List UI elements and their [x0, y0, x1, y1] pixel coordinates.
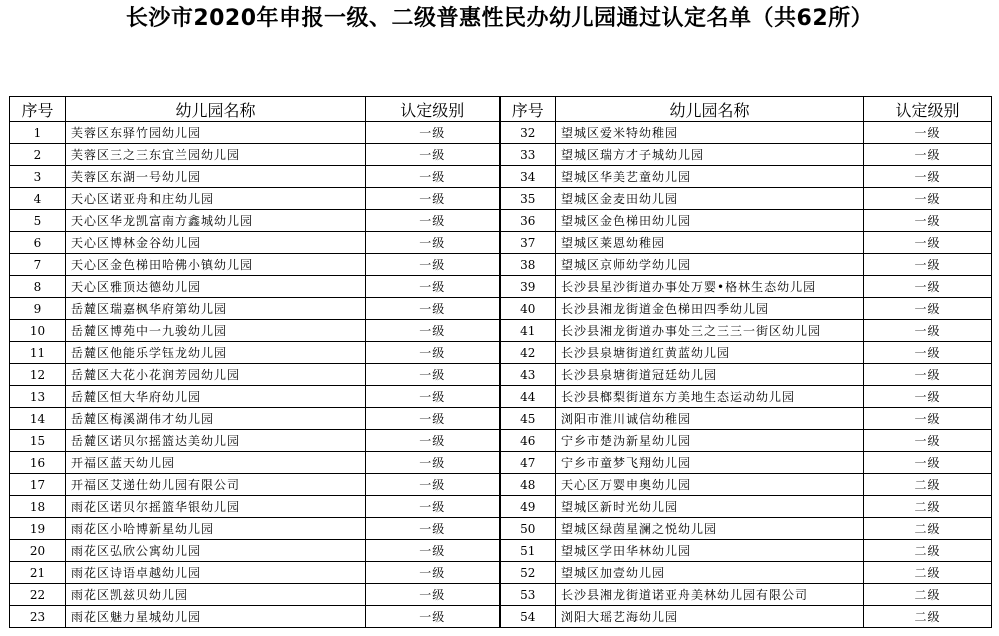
- cell-seq-left: 1: [10, 122, 66, 144]
- cell-seq-right: 40: [500, 298, 556, 320]
- cell-seq-left: 14: [10, 408, 66, 430]
- cell-seq-right: 43: [500, 364, 556, 386]
- cell-level-left: 一级: [366, 342, 500, 364]
- table-row: [10, 408, 992, 430]
- cell-seq-right: 35: [500, 188, 556, 210]
- table-row: [10, 342, 992, 364]
- cell-level-right: 一级: [864, 232, 992, 254]
- cell-level-left: 一级: [366, 254, 500, 276]
- cell-level-left: 一级: [366, 298, 500, 320]
- cell-level-left: 一级: [366, 496, 500, 518]
- cell-name-right: 望城区学田华林幼儿园: [556, 540, 864, 562]
- cell-name-right: 望城区爱米特幼稚园: [556, 122, 864, 144]
- table-row: [10, 518, 992, 540]
- cell-name-left: 岳麓区他能乐学钰龙幼儿园: [66, 342, 366, 364]
- cell-seq-right: 50: [500, 518, 556, 540]
- cell-level-right: 二级: [864, 540, 992, 562]
- cell-seq-right: 46: [500, 430, 556, 452]
- cell-name-left: 开福区艾递仕幼儿园有限公司: [66, 474, 366, 496]
- cell-name-left: 雨花区诺贝尔摇篮华银幼儿园: [66, 496, 366, 518]
- cell-name-right: 宁乡市童梦飞翔幼儿园: [556, 452, 864, 474]
- cell-name-left: 岳麓区诺贝尔摇篮达美幼儿园: [66, 430, 366, 452]
- cell-level-right: 二级: [864, 584, 992, 606]
- cell-level-left: 一级: [366, 584, 500, 606]
- cell-level-left: 一级: [366, 320, 500, 342]
- cell-name-right: 长沙县湘龙街道金色梯田四季幼儿园: [556, 298, 864, 320]
- table-row: [10, 584, 992, 606]
- cell-level-right: 二级: [864, 606, 992, 628]
- table-row: [10, 562, 992, 584]
- cell-name-right: 长沙县泉塘街道红黄蓝幼儿园: [556, 342, 864, 364]
- cell-name-left: 雨花区弘欣公寓幼儿园: [66, 540, 366, 562]
- cell-seq-left: 11: [10, 342, 66, 364]
- cell-seq-right: 33: [500, 144, 556, 166]
- cell-seq-left: 10: [10, 320, 66, 342]
- table-row: [10, 144, 992, 166]
- cell-name-left: 天心区诺亚舟和庄幼儿园: [66, 188, 366, 210]
- cell-seq-right: 42: [500, 342, 556, 364]
- cell-name-left: 雨花区凯兹贝幼儿园: [66, 584, 366, 606]
- cell-level-left: 一级: [366, 474, 500, 496]
- cell-seq-right: 47: [500, 452, 556, 474]
- cell-name-right: 长沙县星沙街道办事处万婴•格林生态幼儿园: [556, 276, 864, 298]
- cell-name-right: 望城区京师幼学幼儿园: [556, 254, 864, 276]
- cell-name-right: 望城区华美艺童幼儿园: [556, 166, 864, 188]
- cell-name-left: 岳麓区博苑中一九骏幼儿园: [66, 320, 366, 342]
- cell-seq-right: 54: [500, 606, 556, 628]
- cell-name-left: 雨花区魅力星城幼儿园: [66, 606, 366, 628]
- cell-seq-right: 45: [500, 408, 556, 430]
- cell-level-right: 一级: [864, 430, 992, 452]
- cell-name-right: 长沙县榔梨街道东方美地生态运动幼儿园: [556, 386, 864, 408]
- cell-seq-left: 12: [10, 364, 66, 386]
- cell-level-left: 一级: [366, 364, 500, 386]
- cell-name-left: 岳麓区大花小花润芳园幼儿园: [66, 364, 366, 386]
- cell-seq-right: 41: [500, 320, 556, 342]
- cell-level-left: 一级: [366, 606, 500, 628]
- cell-name-left: 岳麓区梅溪湖伟才幼儿园: [66, 408, 366, 430]
- cell-name-right: 长沙县泉塘街道冠廷幼儿园: [556, 364, 864, 386]
- cell-level-left: 一级: [366, 276, 500, 298]
- cell-seq-left: 22: [10, 584, 66, 606]
- cell-seq-left: 23: [10, 606, 66, 628]
- cell-level-left: 一级: [366, 562, 500, 584]
- cell-name-left: 开福区蓝天幼儿园: [66, 452, 366, 474]
- cell-level-right: 二级: [864, 518, 992, 540]
- cell-seq-left: 20: [10, 540, 66, 562]
- cell-level-right: 一级: [864, 298, 992, 320]
- table-header-row: [10, 97, 992, 122]
- cell-level-left: 一级: [366, 232, 500, 254]
- cell-name-right: 长沙县湘龙街道办事处三之三三一街区幼儿园: [556, 320, 864, 342]
- cell-level-left: 一级: [366, 430, 500, 452]
- cell-level-left: 一级: [366, 452, 500, 474]
- cell-seq-right: 49: [500, 496, 556, 518]
- table-row: [10, 474, 992, 496]
- cell-name-right: 宁乡市楚沩新星幼儿园: [556, 430, 864, 452]
- cell-level-right: 一级: [864, 386, 992, 408]
- table-row: [10, 188, 992, 210]
- cell-seq-right: 53: [500, 584, 556, 606]
- cell-seq-right: 39: [500, 276, 556, 298]
- cell-seq-left: 5: [10, 210, 66, 232]
- cell-name-right: 天心区万婴申奥幼儿园: [556, 474, 864, 496]
- header-name-right: 幼儿园名称: [556, 97, 864, 122]
- table-row: [10, 320, 992, 342]
- cell-seq-left: 7: [10, 254, 66, 276]
- table-row: [10, 540, 992, 562]
- table-row: [10, 364, 992, 386]
- cell-level-right: 一级: [864, 364, 992, 386]
- table-row: [10, 276, 992, 298]
- cell-level-right: 一级: [864, 188, 992, 210]
- cell-name-right: 望城区莱恩幼稚园: [556, 232, 864, 254]
- cell-level-left: 一级: [366, 188, 500, 210]
- table-row: [10, 298, 992, 320]
- cell-name-left: 芙蓉区三之三东宜兰园幼儿园: [66, 144, 366, 166]
- cell-name-right: 浏阳市淮川诚信幼稚园: [556, 408, 864, 430]
- cell-level-right: 一级: [864, 408, 992, 430]
- cell-seq-left: 4: [10, 188, 66, 210]
- table-row: [10, 496, 992, 518]
- table-row: [10, 210, 992, 232]
- cell-name-left: 雨花区诗语卓越幼儿园: [66, 562, 366, 584]
- header-level-right: 认定级别: [864, 97, 992, 122]
- cell-level-left: 一级: [366, 408, 500, 430]
- cell-seq-right: 32: [500, 122, 556, 144]
- cell-seq-right: 51: [500, 540, 556, 562]
- cell-name-left: 天心区博林金谷幼儿园: [66, 232, 366, 254]
- cell-name-left: 天心区华龙凯富南方鑫城幼儿园: [66, 210, 366, 232]
- cell-seq-left: 18: [10, 496, 66, 518]
- cell-seq-right: 34: [500, 166, 556, 188]
- cell-level-left: 一级: [366, 210, 500, 232]
- cell-name-left: 岳麓区恒大华府幼儿园: [66, 386, 366, 408]
- table-row: [10, 166, 992, 188]
- cell-seq-left: 15: [10, 430, 66, 452]
- header-seq-right: 序号: [500, 97, 556, 122]
- cell-seq-right: 44: [500, 386, 556, 408]
- cell-seq-left: 6: [10, 232, 66, 254]
- cell-seq-left: 17: [10, 474, 66, 496]
- cell-level-left: 一级: [366, 518, 500, 540]
- cell-name-right: 望城区绿茵星澜之悦幼儿园: [556, 518, 864, 540]
- header-name-left: 幼儿园名称: [66, 97, 366, 122]
- cell-seq-left: 3: [10, 166, 66, 188]
- cell-seq-left: 9: [10, 298, 66, 320]
- cell-name-right: 望城区新时光幼儿园: [556, 496, 864, 518]
- cell-name-right: 望城区金麦田幼儿园: [556, 188, 864, 210]
- cell-seq-right: 48: [500, 474, 556, 496]
- cell-seq-left: 21: [10, 562, 66, 584]
- cell-level-right: 一级: [864, 144, 992, 166]
- cell-level-right: 一级: [864, 210, 992, 232]
- cell-level-right: 一级: [864, 122, 992, 144]
- cell-seq-left: 13: [10, 386, 66, 408]
- cell-name-left: 岳麓区瑞嘉枫华府第幼儿园: [66, 298, 366, 320]
- header-seq-left: 序号: [10, 97, 66, 122]
- cell-seq-left: 2: [10, 144, 66, 166]
- cell-name-left: 天心区雅顶达德幼儿园: [66, 276, 366, 298]
- table-row: [10, 430, 992, 452]
- cell-level-left: 一级: [366, 122, 500, 144]
- cell-level-right: 二级: [864, 562, 992, 584]
- cell-level-left: 一级: [366, 386, 500, 408]
- cell-name-left: 芙蓉区东驿竹园幼儿园: [66, 122, 366, 144]
- cell-level-left: 一级: [366, 166, 500, 188]
- table-row: [10, 254, 992, 276]
- cell-level-left: 一级: [366, 144, 500, 166]
- cell-level-right: 一级: [864, 342, 992, 364]
- cell-seq-left: 19: [10, 518, 66, 540]
- cell-name-right: 浏阳大瑶艺海幼儿园: [556, 606, 864, 628]
- kindergarten-list-table: [9, 96, 992, 628]
- cell-name-left: 天心区金色梯田哈佛小镇幼儿园: [66, 254, 366, 276]
- cell-name-right: 望城区加壹幼儿园: [556, 562, 864, 584]
- cell-level-left: 一级: [366, 540, 500, 562]
- cell-level-right: 一级: [864, 166, 992, 188]
- table-row: [10, 122, 992, 144]
- table-row: [10, 386, 992, 408]
- cell-seq-left: 8: [10, 276, 66, 298]
- table-row: [10, 606, 992, 628]
- table-row: [10, 232, 992, 254]
- cell-name-right: 望城区金色梯田幼儿园: [556, 210, 864, 232]
- cell-name-right: 望城区瑞方才子城幼儿园: [556, 144, 864, 166]
- cell-name-left: 芙蓉区东湖一号幼儿园: [66, 166, 366, 188]
- cell-seq-right: 37: [500, 232, 556, 254]
- cell-level-right: 一级: [864, 276, 992, 298]
- cell-seq-right: 52: [500, 562, 556, 584]
- header-level-left: 认定级别: [366, 97, 500, 122]
- cell-level-right: 二级: [864, 474, 992, 496]
- cell-level-right: 一级: [864, 320, 992, 342]
- table-row: [10, 452, 992, 474]
- cell-level-right: 一级: [864, 254, 992, 276]
- cell-level-right: 二级: [864, 496, 992, 518]
- cell-seq-right: 38: [500, 254, 556, 276]
- cell-level-right: 一级: [864, 452, 992, 474]
- cell-seq-right: 36: [500, 210, 556, 232]
- cell-name-right: 长沙县湘龙街道诺亚舟美林幼儿园有限公司: [556, 584, 864, 606]
- cell-seq-left: 16: [10, 452, 66, 474]
- cell-name-left: 雨花区小哈博新星幼儿园: [66, 518, 366, 540]
- document-title: 长沙市2020年申报一级、二级普惠性民办幼儿园通过认定名单（共62所）: [125, 6, 874, 31]
